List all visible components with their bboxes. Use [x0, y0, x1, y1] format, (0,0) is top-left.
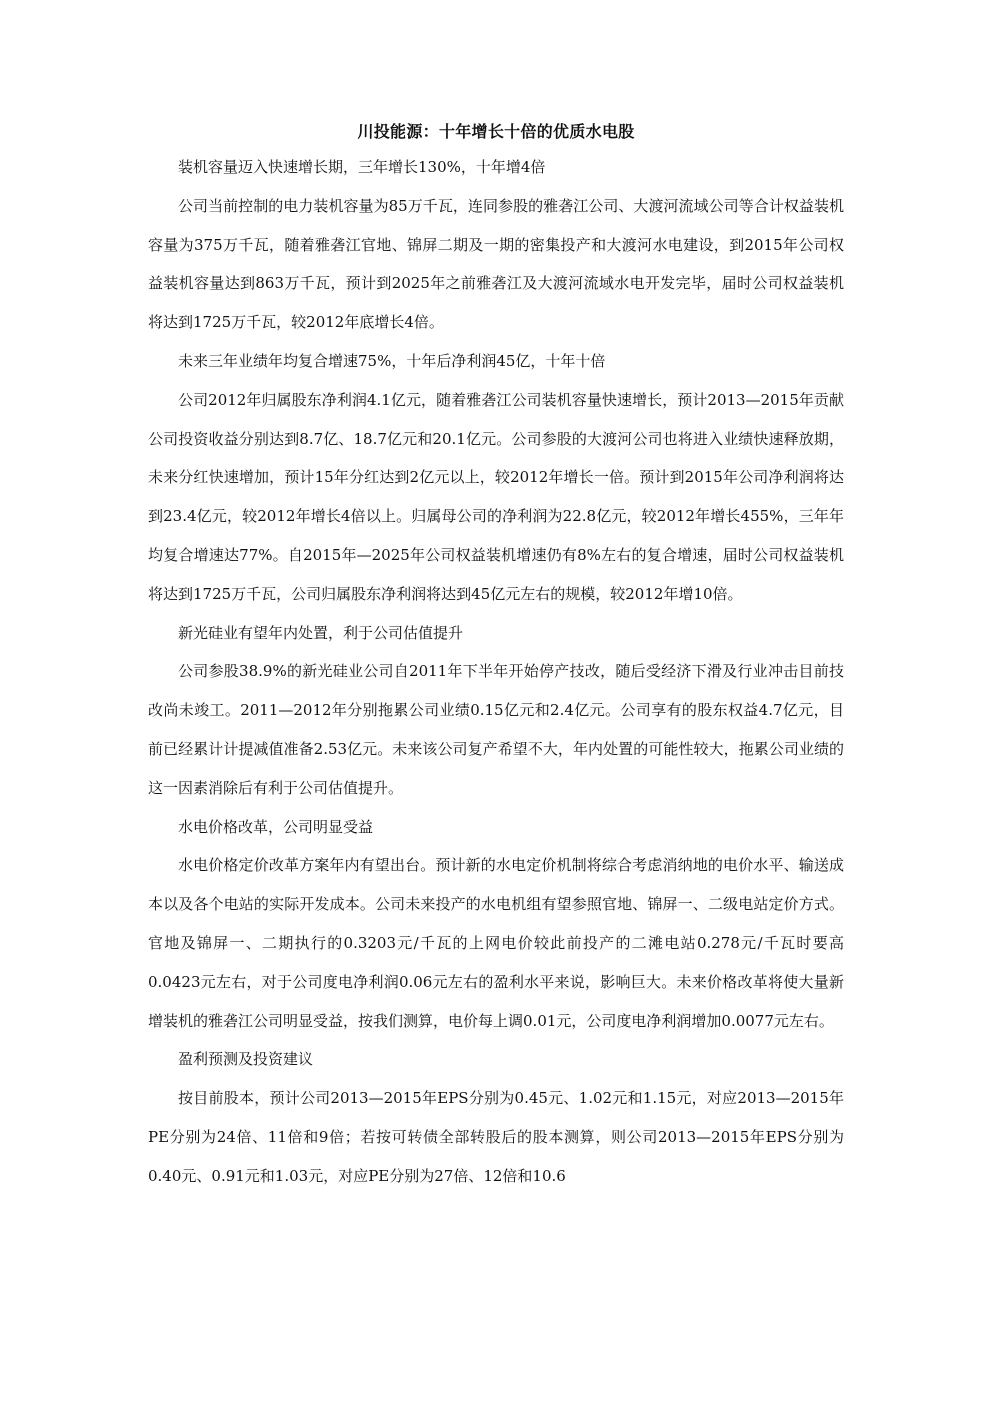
section-heading-forecast: 盈利预测及投资建议: [178, 1050, 314, 1069]
section-heading-capacity: 装机容量迈入快速增长期，三年增长130%，十年增4倍: [178, 158, 546, 176]
paragraph-xinguang: 公司参股38.9%的新光硅业公司自2011年下半年开始停产技改，随后受经济下滑及行业冲击目前技改尚未竣工。2011—2012年分别拖累公司业绩0.15亿元和2.4亿元。公司享有的股东权益4.7亿元，目前已经累计计提减值准备2.53亿元。未来该公司复产希望不大，年内处置的可能性较大，拖累公司业绩的这一因素消除后有利于公司估值提升。: [148, 662, 844, 797]
section-heading-pricing: 水电价格改革，公司明显受益: [178, 817, 374, 836]
paragraph-forecast: 按目前股本，预计公司2013—2015年EPS分别为0.45元、1.02元和1.15元，对应2013—2015年PE分别为24倍、11倍和9倍；若按可转债全部转股后的股本测算，则公司2013—2015年EPS分别为0.40元、0.91元和1.03元，对应PE分别为27倍、12倍和10.6: [148, 1089, 844, 1185]
paragraph-capacity: 公司当前控制的电力装机容量为85万千瓦，连同参股的雅砻江公司、大渡河流域公司等合计权益装机容量为375万千瓦，随着雅砻江官地、锦屏二期及一期的密集投产和大渡河水电建设，到2015年公司权益装机容量达到863万千瓦，预计到2025年之前雅砻江及大渡河流域水电开发完毕，届时公司权益装机将达到1725万千瓦，较2012年底增长4倍。: [148, 196, 844, 332]
paragraph-pricing: 水电价格定价改革方案年内有望出台。预计新的水电定价机制将综合考虑消纳地的电价水平、输送成本以及各个电站的实际开发成本。公司未来投产的水电机组有望参照官地、锦屏一、二级电站定价方式。官地及锦屏一、二期执行的0.3203元/千瓦的上网电价较此前投产的二滩电站0.278元/千瓦时要高0.0423元左右，对于公司度电净利润0.06元左右的盈利水平来说，影响巨大。未来价格改革将使大量新增装机的雅砻江公司明显受益，按我们测算，电价每上调0.01元，公司度电净利润增加0.0077元左右。: [148, 856, 844, 1030]
paragraph-earnings: 公司2012年归属股东净利润4.1亿元，随着雅砻江公司装机容量快速增长，预计2013—2015年贡献公司投资收益分别达到8.7亿、18.7亿元和20.1亿元。公司参股的大渡河公司也将进入业绩快速释放期，未来分红快速增加，预计15年分红达到2亿元以上，较2012年增长一倍。预计到2015年公司净利润将达到23.4亿元，较2012年增长4倍以上。归属母公司的净利润为22.8亿元，较2012年增长455%，三年年均复合增速达77%。自2015年—2025年公司权益装机增速仍有8%左右的复合增速，届时公司权益装机将达到1725万千瓦，公司归属股东净利润将达到45亿元左右的规模，较2012年增10倍。: [148, 390, 844, 603]
document-page: [148, 118, 844, 1196]
document-title: 川投能源：十年增长十倍的优质水电股: [357, 122, 635, 141]
section-heading-xinguang: 新光硅业有望年内处置，利于公司估值提升: [178, 623, 464, 642]
section-heading-earnings: 未来三年业绩年均复合增速75%，十年后净利润45亿，十年十倍: [178, 351, 606, 370]
